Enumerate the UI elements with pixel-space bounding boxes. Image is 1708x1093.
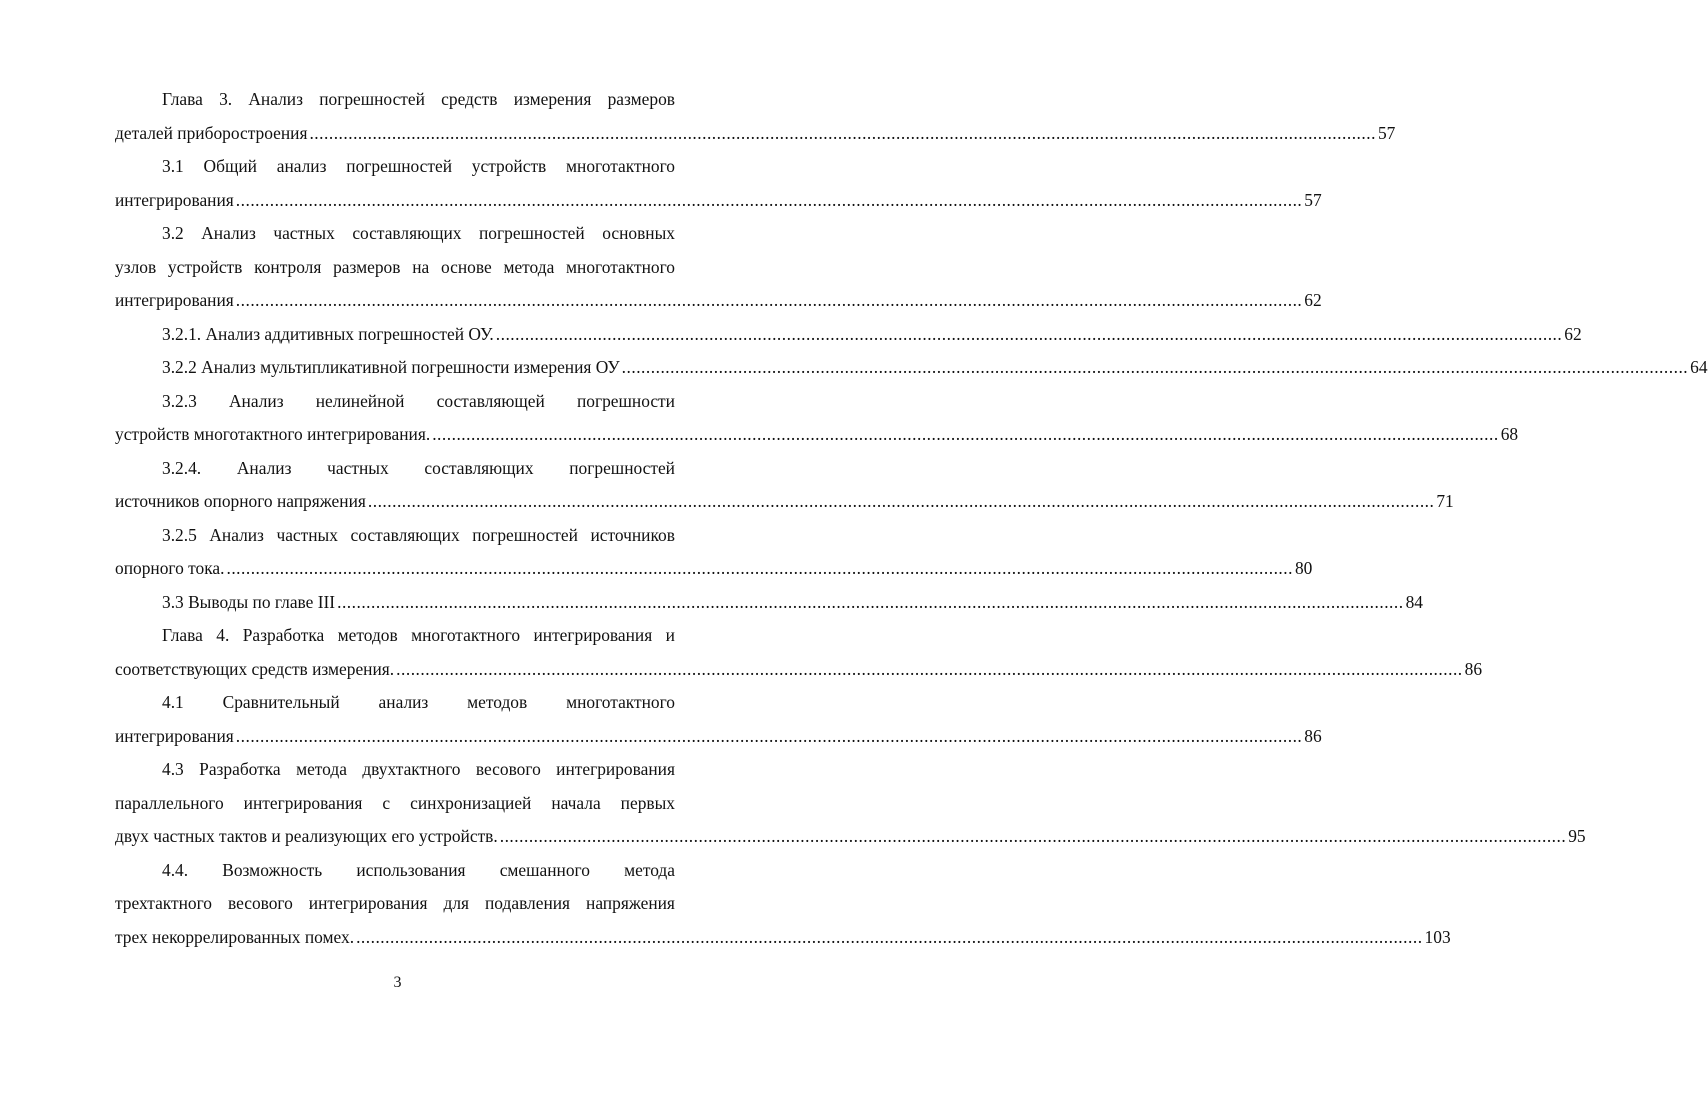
toc-word: Анализ [209, 524, 264, 545]
leader-dots: ............................................................................................................................................................................................................................ [235, 725, 1303, 746]
toc-word: 4.4. [162, 859, 189, 880]
toc-word: первых [620, 792, 675, 813]
leader-dots: ............................................................................................................................................................................................................................ [235, 189, 1303, 210]
toc-entry-line [115, 452, 675, 486]
toc-word: частных [327, 457, 389, 478]
toc-page-number: 62 [1564, 323, 1582, 344]
toc-word: интегрирования [533, 625, 653, 645]
toc-word: трехтактного [115, 893, 213, 913]
toc-word: измерения [513, 89, 592, 109]
toc-word: Глава [162, 625, 203, 645]
toc-word: 4. [216, 625, 230, 645]
toc-word: Анализ [228, 390, 284, 411]
toc-entry[interactable] [115, 686, 1322, 753]
toc-word: интегрирования [308, 893, 428, 913]
toc-entry-last-line [115, 485, 1454, 519]
toc-word: частных [273, 223, 335, 243]
toc-word: погрешности [576, 390, 675, 411]
toc-word: начала [551, 792, 601, 813]
toc-page-number: 103 [1424, 926, 1451, 947]
toc-word: узлов [115, 256, 157, 277]
toc-entry-line [115, 519, 675, 553]
table-of-contents [115, 83, 1708, 954]
toc-word: многотактного [566, 156, 675, 176]
toc-word: составляющих [352, 223, 462, 243]
toc-word: источников [590, 524, 675, 545]
toc-word: погрешностей [346, 156, 453, 176]
toc-entry-line [115, 787, 675, 821]
toc-entry-last-line [115, 720, 1322, 754]
leader-dots: ............................................................................................................................................................................................................................ [235, 290, 1303, 310]
toc-entry[interactable] [115, 351, 1708, 385]
toc-word: устройств [167, 256, 243, 277]
leader-dots: ............................................................................................................................................................................................................................ [309, 122, 1376, 143]
toc-word: синхронизацией [410, 792, 532, 813]
page-number: 3 [393, 974, 402, 991]
toc-word: многотактного [566, 256, 675, 277]
toc-page-number: 86 [1304, 725, 1322, 746]
toc-word: напряжения [586, 893, 675, 913]
toc-word: Возможность [222, 859, 323, 880]
toc-entry-last-line [115, 820, 1586, 854]
toc-page-number: 64 [1690, 357, 1708, 377]
toc-word: составляющей [436, 390, 545, 411]
toc-entry[interactable] [115, 753, 1586, 854]
toc-word: весового [227, 893, 293, 913]
toc-word: и [665, 625, 675, 645]
toc-page-number: 80 [1294, 558, 1313, 578]
toc-entry-text: двух частных тактов и реализующих его устройств. [115, 826, 498, 846]
toc-word: весового [475, 759, 541, 779]
toc-entry-last-line [115, 921, 1451, 955]
toc-word: основе [441, 256, 492, 277]
toc-entry[interactable] [115, 318, 1582, 352]
toc-word: Разработка [199, 759, 281, 779]
toc-entry[interactable] [115, 217, 1322, 318]
toc-word: методов [337, 625, 398, 645]
toc-entry[interactable] [115, 452, 1454, 519]
toc-word: контроля [254, 256, 322, 277]
toc-entry[interactable] [115, 619, 1483, 686]
toc-word: погрешностей [319, 89, 425, 109]
leader-dots: ............................................................................................................................................................................................................................ [367, 491, 1435, 511]
leader-dots: ............................................................................................................................................................................................................................ [432, 424, 1499, 444]
toc-word: 3.2 [162, 223, 184, 243]
toc-word: составляющих [350, 524, 460, 545]
toc-entry-text: 3.3 Выводы по главе III [162, 591, 336, 612]
toc-word: метода [296, 759, 347, 779]
toc-entry-line [115, 753, 675, 787]
toc-word: 3. [219, 89, 233, 109]
toc-word: устройств [471, 156, 547, 176]
toc-entry[interactable] [115, 83, 1396, 150]
toc-word: погрешностей [569, 457, 675, 478]
toc-entry-text: источников опорного напряжения [115, 491, 366, 511]
toc-word: 3.1 [162, 156, 184, 176]
toc-word: на [412, 256, 430, 277]
toc-entry-text: интегрирования [115, 290, 234, 310]
toc-entry-line [115, 619, 675, 653]
toc-word: с [382, 792, 391, 813]
toc-word: методов [467, 692, 528, 712]
toc-word: 4.3 [162, 759, 184, 779]
toc-word: 4.1 [162, 692, 184, 712]
leader-dots: ............................................................................................................................................................................................................................ [396, 658, 1463, 679]
toc-word: Глава [162, 89, 203, 109]
toc-entry[interactable] [115, 385, 1519, 452]
toc-word: подавления [485, 893, 571, 913]
toc-word: нелинейной [315, 390, 405, 411]
toc-entry[interactable] [115, 586, 1423, 620]
toc-word: Анализ [201, 223, 256, 243]
leader-dots: ............................................................................................................................................................................................................................ [226, 558, 1293, 578]
toc-page-number: 62 [1304, 290, 1322, 310]
toc-word: Сравнительный [222, 692, 340, 712]
toc-word: Общий [203, 156, 257, 176]
toc-word: размеров [607, 89, 675, 109]
toc-entry-last-line [115, 117, 1396, 151]
toc-entry-text: деталей приборостроения [115, 122, 308, 143]
toc-page-number: 71 [1436, 491, 1454, 511]
toc-entry-text: опорного тока. [115, 558, 225, 578]
toc-entry[interactable] [115, 854, 1451, 955]
toc-word: интегрирования [556, 759, 675, 779]
toc-word: параллельного [115, 792, 224, 813]
toc-entry-text: 3.2.1. Анализ аддитивных погрешностей ОУ. [162, 323, 494, 344]
toc-entry-line [115, 83, 675, 117]
toc-entry[interactable] [115, 519, 1313, 586]
toc-page-number: 68 [1500, 424, 1519, 444]
toc-entry[interactable] [115, 150, 1322, 217]
toc-word: двухтактного [362, 759, 461, 779]
toc-word: частных [276, 524, 338, 545]
toc-entry-text: интегрирования [115, 725, 234, 746]
toc-word: многотактного [411, 625, 521, 645]
toc-word: для [443, 893, 470, 913]
toc-word: средств [441, 89, 498, 109]
toc-entry-last-line [115, 351, 1708, 385]
toc-entry-text: трех некоррелированных помех. [115, 926, 355, 947]
toc-word: Анализ [236, 457, 292, 478]
toc-word: Анализ [248, 89, 303, 109]
toc-entry-last-line [115, 418, 1519, 452]
toc-entry-line [115, 217, 675, 251]
toc-word: размеров [333, 256, 401, 277]
toc-entry-line [115, 150, 675, 184]
toc-word: 3.2.5 [162, 524, 197, 545]
toc-entry-line [115, 686, 675, 720]
toc-entry-last-line [115, 318, 1582, 352]
toc-word: Разработка [242, 625, 325, 645]
toc-word: интегрирования [243, 792, 363, 813]
toc-entry-last-line [115, 284, 1322, 318]
toc-entry-text: 3.2.2 Анализ мультипликативной погрешности измерения ОУ [162, 357, 620, 377]
toc-entry-line [115, 887, 675, 921]
toc-entry-line [115, 385, 675, 419]
leader-dots: ............................................................................................................................................................................................................................ [495, 323, 1563, 344]
toc-word: использования [356, 859, 466, 880]
toc-word: погрешностей [472, 524, 578, 545]
toc-word: смешанного [499, 859, 590, 880]
toc-entry-last-line [115, 653, 1483, 687]
toc-word: погрешностей [478, 223, 585, 243]
toc-entry-text: интегрирования [115, 189, 234, 210]
toc-word: 3.2.3 [162, 390, 197, 411]
leader-dots: ............................................................................................................................................................................................................................ [337, 591, 1404, 612]
toc-word: составляющих [424, 457, 534, 478]
toc-word: анализ [378, 692, 429, 712]
toc-word: метода [624, 859, 675, 880]
leader-dots: ............................................................................................................................................................................................................................ [356, 926, 1423, 947]
toc-entry-last-line [115, 586, 1423, 620]
toc-entry-last-line [115, 552, 1313, 586]
toc-entry-last-line [115, 184, 1322, 218]
leader-dots: ............................................................................................................................................................................................................................ [621, 357, 1689, 377]
toc-word: 3.2.4. [162, 457, 202, 478]
toc-word: анализ [276, 156, 327, 176]
toc-entry-text: соответствующих средств измерения. [115, 658, 395, 679]
leader-dots: ............................................................................................................................................................................................................................ [499, 826, 1567, 846]
toc-word: основных [602, 223, 675, 243]
toc-page-number: 57 [1304, 189, 1322, 210]
toc-entry-text: устройств многотактного интегрирования. [115, 424, 431, 444]
toc-entry-line [115, 854, 675, 888]
toc-page-number: 95 [1568, 826, 1586, 846]
toc-page-number: 86 [1464, 658, 1483, 679]
toc-page-number: 57 [1377, 122, 1396, 143]
toc-word: метода [503, 256, 555, 277]
toc-entry-line [115, 251, 675, 285]
toc-word: многотактного [566, 692, 675, 712]
toc-page-number: 84 [1405, 591, 1423, 612]
